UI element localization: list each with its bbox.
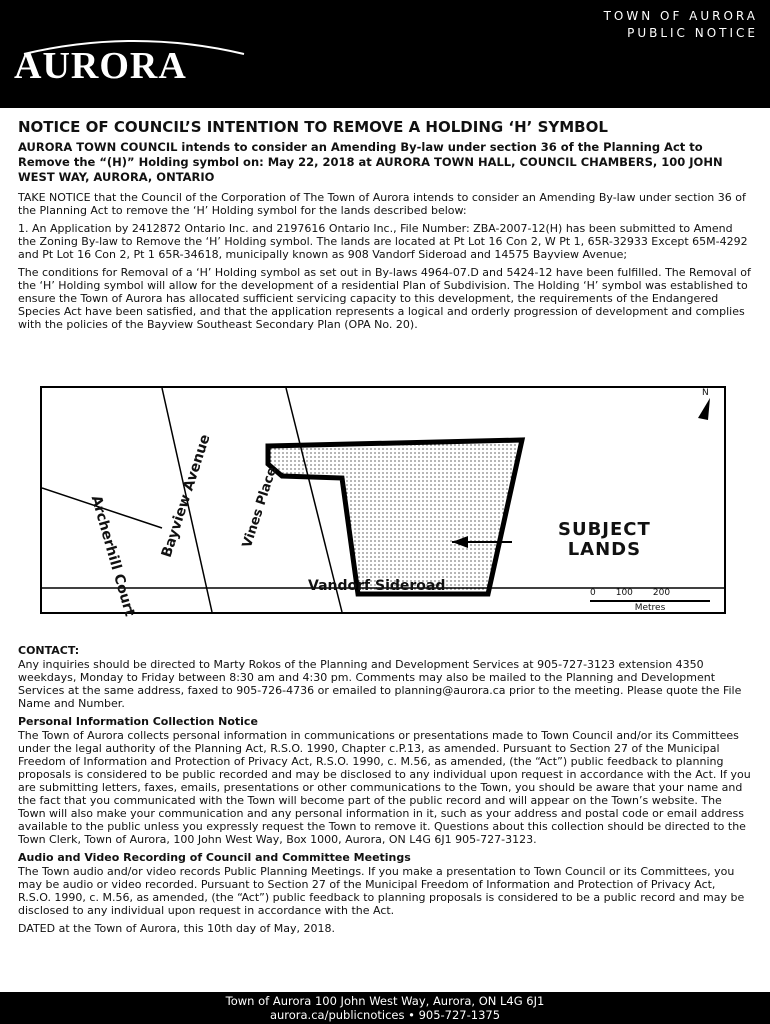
contact-heading: CONTACT: <box>18 644 80 657</box>
footer-address: Town of Aurora 100 John West Way, Aurora, ON L4G 6J1 <box>225 994 545 1008</box>
privacy-body: The Town of Aurora collects personal information in communications or presentations made to Town Council and/or its Committees under the legal authority of the Planning Act, R.S.O. 1990, Chapter c.P.13, as amended. Pursuant to Section 27 of the Municipal Freedom of Information and Protection of Privacy Act, R.S.O. 1990, c. M.56, as amended, (the “Act”) public feedback to planning proposals is considered to be public recorded and may be disclosed to any individual upon request in accordance with the Act. If you are submitting letters, faxes, emails, presentations or other communications to the Town, you should be aware that your name and the fact that you communicated with the Town will become part of the public record and will appear on the Town’s website. The Town will also make your communication and any personal information in it, such as your address and postal code or email address available to the public unless you expressly request the Town to remove it. Questions about this collection should be directed to the Town Clerk, Town of Aurora, 100 John West Way, Box 1000, Aurora, ON L4G 6J1 905-727-3123. <box>18 729 751 846</box>
scale-bar <box>590 588 710 613</box>
application-paragraph: 1. An Application by 2412872 Ontario Inc. and 2197616 Ontario Inc., File Number: ZBA-2007-12(H) has been submitted to Amend the Zoning By-law to Remove the ‘H’ Holding symbol. The lands are located at Pt Lot 16 Con 2, W Pt 1, 65R-32933 Except 65M-4292 and Pt Lot 16 Con 2, Pt 1 65R-34618, municipally known as 908 Vandorf Sideroad and 14575 Bayview Avenue; <box>18 222 748 261</box>
scale-tick-200: 200 <box>652 588 671 598</box>
footer <box>0 992 770 1024</box>
scale-tick-100: 100 <box>615 588 633 598</box>
town-of-aurora-label: TOWN OF AURORA <box>603 9 758 23</box>
notice-body <box>18 118 751 336</box>
logo-text: AURORA <box>14 45 187 87</box>
subject-lands-label <box>558 520 651 560</box>
label-archerhill-court: Archerhill Court <box>87 493 138 619</box>
notice-label <box>604 8 758 42</box>
scale-unit: Metres <box>634 603 666 613</box>
label-north: N <box>702 388 709 398</box>
privacy-heading: Personal Information Collection Notice <box>18 715 258 728</box>
location-map <box>40 386 726 619</box>
contact-section <box>18 644 751 940</box>
subject-lands-line2: LANDS <box>567 539 642 560</box>
label-bayview-avenue: Bayview Avenue <box>158 432 214 560</box>
label-vandorf-sideroad: Vandorf Sideroad <box>308 578 446 594</box>
meeting-details: AURORA TOWN COUNCIL intends to consider an Amending By-law under section 36 of the Planning Act to Remove the “(H)” Holding symbol on: May 22, 2018 at AURORA TOWN HALL, COUNCIL CHAMBERS, 100 JOHN WEST WAY, AURORA, ONTARIO <box>18 140 723 184</box>
dated-line: DATED at the Town of Aurora, this 10th day of May, 2018. <box>18 922 335 935</box>
subject-lands-line1: SUBJECT <box>558 519 651 540</box>
footer-contact: aurora.ca/publicnotices • 905-727-1375 <box>269 1008 501 1022</box>
label-vines-place: Vines Place <box>239 465 281 550</box>
scale-tick-0: 0 <box>590 588 596 598</box>
public-notice-label: PUBLIC NOTICE <box>627 26 758 40</box>
conditions-paragraph: The conditions for Removal of a ‘H’ Holding symbol as set out in By-laws 4964-07.D and 5424-12 have been fulfilled. The Removal of the ‘H’ Holding symbol will allow for the development of a residential Plan of Subdivision. The Holding ‘H’ symbol was established to ensure the Town of Aurora has allocated sufficient servicing capacity to this development, the requirements of the Endangered Species Act have been satisfied, and that the application represents a logical and orderly progression of development and complies with the policies of the Bayview Southeast Secondary Plan (OPA No. 20). <box>18 266 751 331</box>
header-banner <box>0 0 770 108</box>
take-notice-paragraph: TAKE NOTICE that the Council of the Corporation of The Town of Aurora intends to consider an Amending By-law under section 36 of the Planning Act to remove the ‘H’ Holding symbol for the lands described below: <box>18 191 746 217</box>
page-title: NOTICE OF COUNCIL’S INTENTION TO REMOVE A HOLDING ‘H’ SYMBOL <box>18 118 608 136</box>
aurora-logo <box>14 36 254 87</box>
scale-line <box>590 600 710 602</box>
contact-body: Any inquiries should be directed to Marty Rokos of the Planning and Development Services at 905-727-3123 extension 4350 weekdays, Monday to Friday between 8:30 am and 4:30 pm. Comments may also be mailed to the Planning and Development Services at the same address, faxed to 905-726-4736 or emailed to planning@aurora.ca prior to the meeting. Please quote the File Name and Number. <box>18 658 742 710</box>
recording-body: The Town audio and/or video records Public Planning Meetings. If you make a presentation to Town Council or its Committees, you may be audio or video recorded. Pursuant to Section 27 of the Municipal Freedom of Information and Protection of Privacy Act, R.S.O. 1990, c. M.56, as amended, (the “Act”) public feedback to planning proposals is considered to be a public record and may be disclosed to any individual upon request in accordance with the Act. <box>18 865 745 917</box>
recording-heading: Audio and Video Recording of Council and Committee Meetings <box>18 851 411 864</box>
subject-lands-parcel <box>268 440 522 594</box>
